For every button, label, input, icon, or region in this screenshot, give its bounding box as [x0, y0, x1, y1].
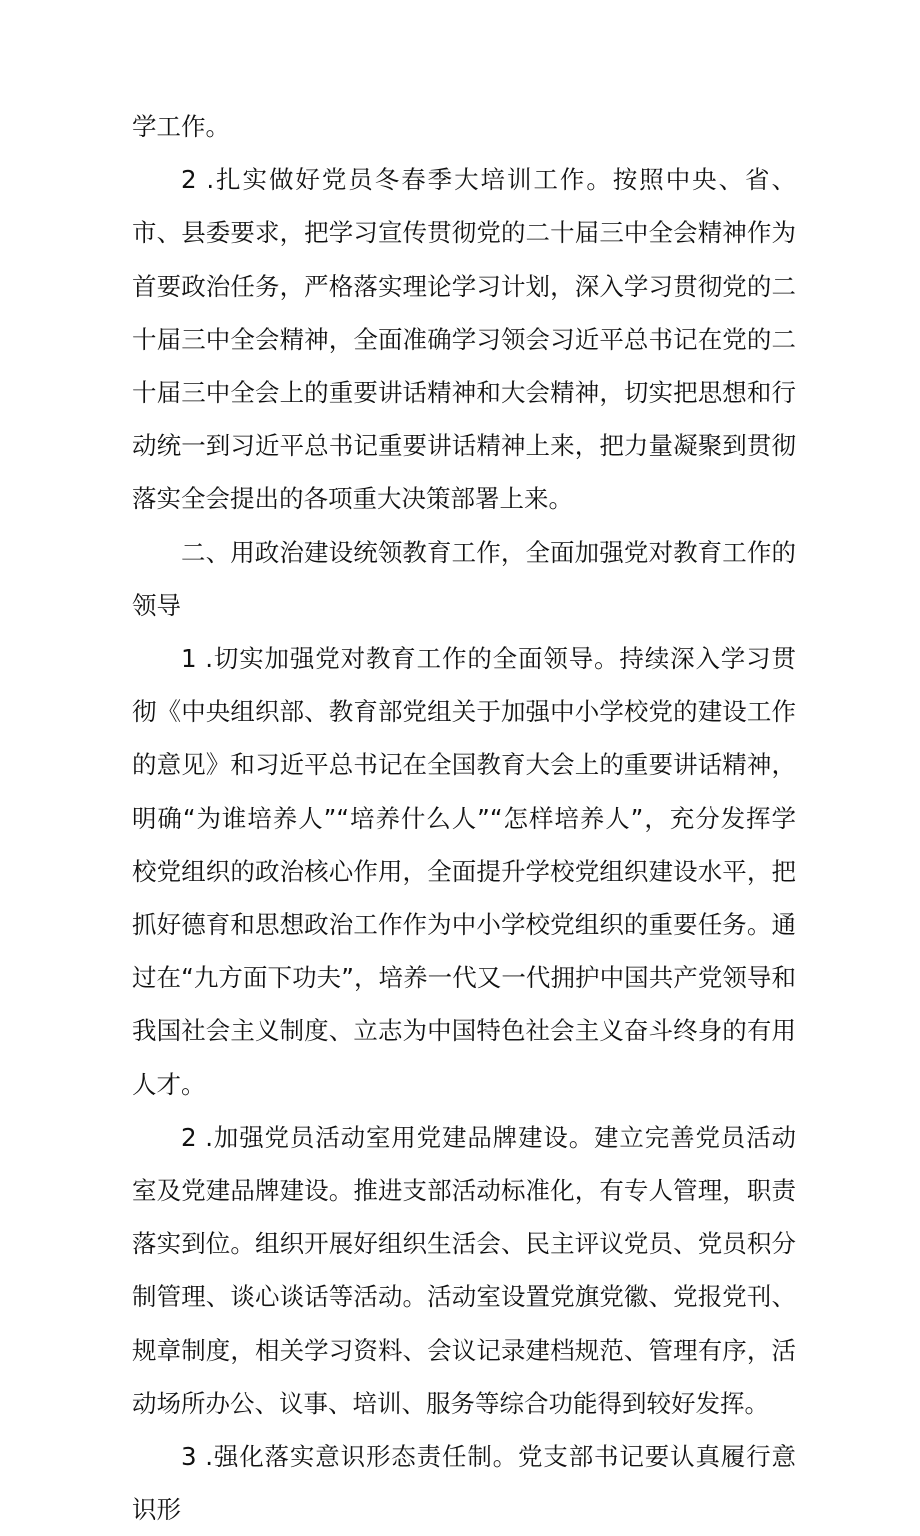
paragraph-continuation: 学工作。: [132, 112, 230, 141]
paragraph-item-3-ideology: 3 .强化落实意识形态责任制。党支部书记要认真履行意识形: [132, 1442, 796, 1525]
document-body: [132, 100, 796, 1536]
section-heading-2: 二、用政治建设统领教育工作，全面加强党对教育工作的领导: [132, 537, 796, 620]
paragraph-item-2-activity-room: 2 .加强党员活动室用党建品牌建设。建立完善党员活动室及党建品牌建设。推进支部活动标准化，有专人管理，职责落实到位。组织开展好组织生活会、民主评议党员、党员积分制管理、谈心谈话等活动。活动室设置党旗党徽、党报党刊、规章制度，相关学习资料、会议记录建档规范、管理有序，活动场所办公、议事、培训、服务等综合功能得到较好发挥。: [132, 1122, 796, 1418]
paragraph-item-2-training: 2 .扎实做好党员冬春季大培训工作。按照中央、省、市、县委要求，把学习宣传贯彻党的二十届三中全会精神作为首要政治任务，严格落实理论学习计划，深入学习贯彻党的二十届三中全会精神，全面准确学习领会习近平总书记在党的二十届三中全会上的重要讲话精神和大会精神，切实把思想和行动统一到习近平总书记重要讲话精神上来，把力量凝聚到贯彻落实全会提出的各项重大决策部署上来。: [132, 165, 796, 514]
paragraph-item-1-leadership: 1 .切实加强党对教育工作的全面领导。持续深入学习贯彻《中央组织部、教育部党组关于加强中小学校党的建设工作的意见》和习近平总书记在全国教育大会上的重要讲话精神，明确“为谁培养人”“培养什么人”“怎样培养人”，充分发挥学校党组织的政治核心作用，全面提升学校党组织建设水平，把抓好德育和思想政治工作作为中小学校党组织的重要任务。通过在“九方面下功夫”，培养一代又一代拥护中国共产党领导和我国社会主义制度、立志为中国特色社会主义奋斗终身的有用人才。: [132, 644, 796, 1099]
